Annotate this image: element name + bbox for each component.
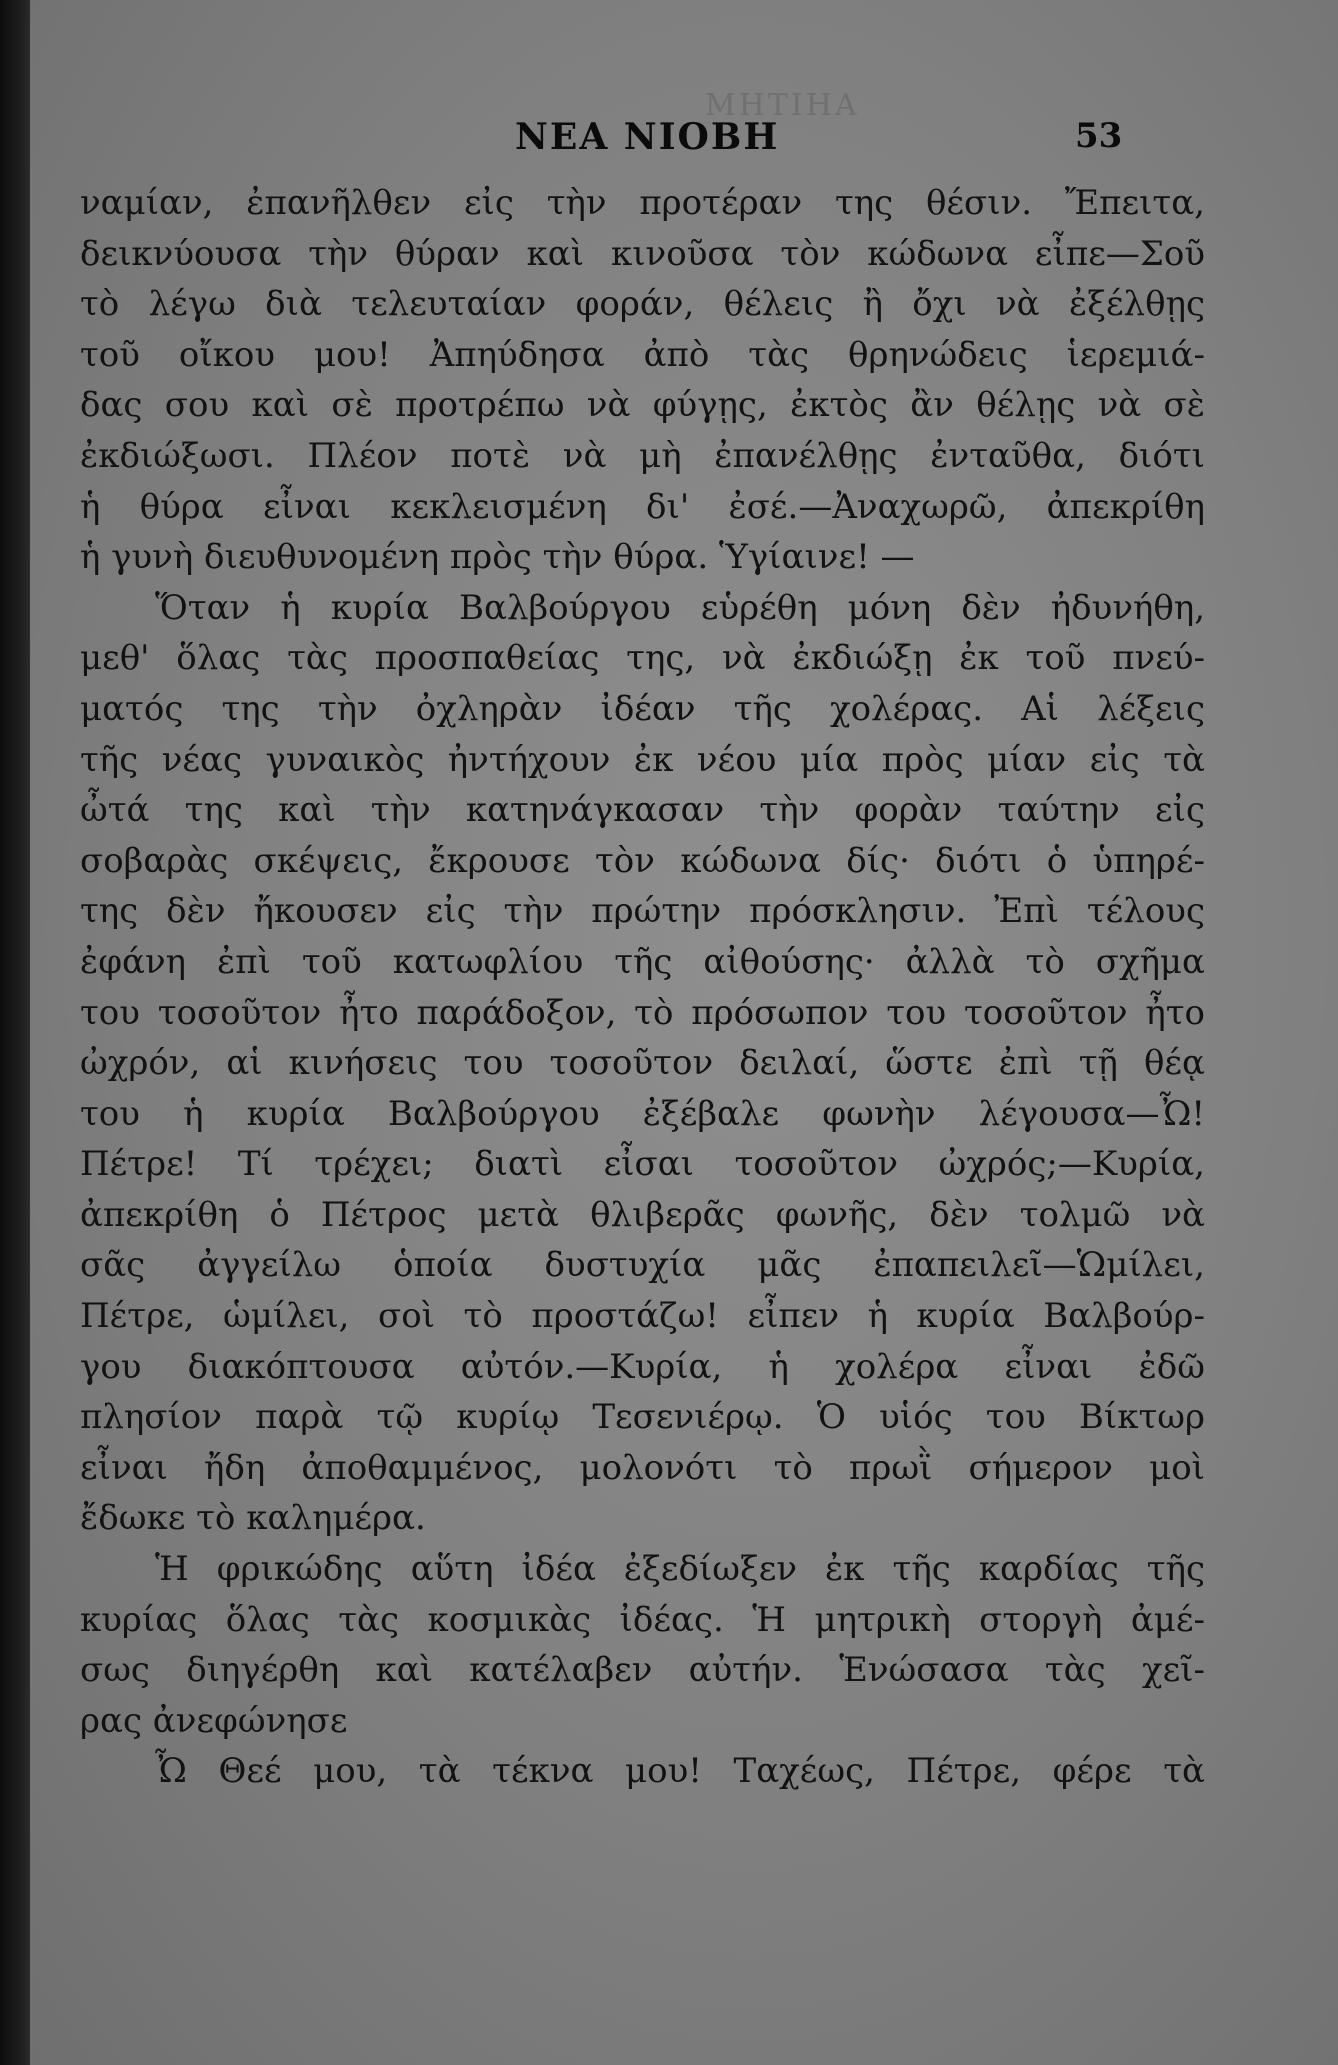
library-stamp: ΜΗΤΙΗΑ bbox=[705, 88, 860, 123]
text-line: σως διηγέρθη καὶ κατέλαβεν αὐτήν. Ἑνώσασα τὰς χεῖ- bbox=[80, 1650, 1205, 1691]
text-line: ματός της τὴν ὀχληρὰν ἰδέαν τῆς χολέρας. Αἱ λέξεις bbox=[80, 688, 1205, 729]
text-line: τῆς νέας γυναικὸς ἠντήχουν ἐκ νέου μία πρὸς μίαν εἰς τὰ bbox=[80, 739, 1205, 780]
text-line: Πέτρε, ὡμίλει, σοὶ τὸ προστάζω! εἶπεν ἡ κυρία Βαλβούρ- bbox=[80, 1296, 1205, 1337]
text-line: ναμίαν, ἐπανῆλθεν εἰς τὴν προτέραν της θέσιν. Ἔπειτα, bbox=[80, 183, 1205, 223]
text-line: σᾶς ἀγγείλω ὁποία δυστυχία μᾶς ἐπαπειλεῖ—Ὡμίλει, bbox=[80, 1245, 1205, 1286]
running-header bbox=[30, 112, 1338, 162]
text-line: του ἡ κυρία Βαλβούργου ἐξέβαλε φωνὴν λέγουσα—Ὦ! bbox=[80, 1093, 1205, 1134]
text-line: τὸ λέγω διὰ τελευταίαν φοράν, θέλεις ἢ ὄχι νὰ ἐξέλθῃς bbox=[80, 284, 1205, 325]
text-line: ἐφάνη ἐπὶ τοῦ κατωφλίου τῆς αἰθούσης· ἀλλὰ τὸ σχῆμα bbox=[80, 941, 1205, 982]
body-text bbox=[80, 178, 1205, 1797]
text-line: κυρίας ὅλας τὰς κοσμικὰς ἰδέας. Ἡ μητρικὴ στοργὴ ἀμέ- bbox=[80, 1599, 1205, 1640]
text-line: πλησίον παρὰ τῷ κυρίῳ Τεσενιέρῳ. Ὁ υἱός του Βίκτωρ bbox=[80, 1397, 1205, 1438]
text-line: γου διακόπτουσα αὐτόν.—Κυρία, ἡ χολέρα εἶναι ἐδῶ bbox=[80, 1346, 1205, 1387]
text-line: δεικνύουσα τὴν θύραν καὶ κινοῦσα τὸν κώδωνα εἶπε—Σοῦ bbox=[80, 233, 1205, 274]
text-line: ἡ θύρα εἶναι κεκλεισμένη δι' ἐσέ.—Ἀναχωρῶ, ἀπεκρίθη bbox=[80, 486, 1205, 527]
text-line: ρας ἀνεφώνησε bbox=[80, 1700, 348, 1741]
text-line: ὠχρόν, αἱ κινήσεις του τοσοῦτον δειλαί, ὥστε ἐπὶ τῇ θέᾳ bbox=[80, 1043, 1205, 1084]
text-line: Ὅταν ἡ κυρία Βαλβούργου εὑρέθη μόνη δὲν ἠδυνήθη, bbox=[155, 587, 1205, 628]
text-line: ἔδωκε τὸ καλημέρα. bbox=[80, 1498, 426, 1539]
text-line: Ὦ Θεέ μου, τὰ τέκνα μου! Ταχέως, Πέτρε, φέρε τὰ bbox=[155, 1751, 1205, 1792]
running-title: ΝΕΑ ΝΙΟΒΗ bbox=[515, 116, 780, 158]
text-line: της δὲν ἤκουσεν εἰς τὴν πρώτην πρόσκλησιν. Ἐπὶ τέλους bbox=[80, 891, 1205, 932]
text-line: ἡ γυνὴ διευθυνομένη πρὸς τὴν θύρα. Ὑγίαινε! — bbox=[80, 537, 915, 578]
page-number: 53 bbox=[1075, 116, 1123, 156]
text-line: ἐκδιώξωσι. Πλέον ποτὲ νὰ μὴ ἐπανέλθῃς ἐνταῦθα, διότι bbox=[80, 435, 1205, 476]
text-line: μεθ' ὅλας τὰς προσπαθείας της, νὰ ἐκδιώξῃ ἐκ τοῦ πνεύ- bbox=[80, 638, 1205, 679]
text-line: εἶναι ἤδη ἀποθαμμένος, μολονότι τὸ πρωῒ σήμερον μοὶ bbox=[80, 1447, 1205, 1488]
text-line: τοῦ οἴκου μου! Ἀπηύδησα ἀπὸ τὰς θρηνώδεις ἱερεμιά- bbox=[80, 334, 1205, 375]
text-line: δας σου καὶ σὲ προτρέπω νὰ φύγῃς, ἐκτὸς ἂν θέλῃς νὰ σὲ bbox=[80, 385, 1205, 426]
text-line: σοβαρὰς σκέψεις, ἔκρουσε τὸν κώδωνα δίς· διότι ὁ ὑπηρέ- bbox=[80, 840, 1205, 881]
text-line: Ἡ φρικώδης αὕτη ἰδέα ἐξεδίωξεν ἐκ τῆς καρδίας τῆς bbox=[155, 1549, 1205, 1590]
text-line: ὦτά της καὶ τὴν κατηνάγκασαν τὴν φορὰν ταύτην εἰς bbox=[80, 790, 1205, 831]
text-line: Πέτρε! Τί τρέχει; διατὶ εἶσαι τοσοῦτον ὠχρός;—Κυρία, bbox=[80, 1144, 1205, 1185]
text-line: του τοσοῦτον ἦτο παράδοξον, τὸ πρόσωπον του τοσοῦτον ἦτο bbox=[80, 992, 1205, 1033]
text-line: ἀπεκρίθη ὁ Πέτρος μετὰ θλιβερᾶς φωνῆς, δὲν τολμῶ νὰ bbox=[80, 1194, 1205, 1235]
book-page bbox=[30, 0, 1338, 2065]
